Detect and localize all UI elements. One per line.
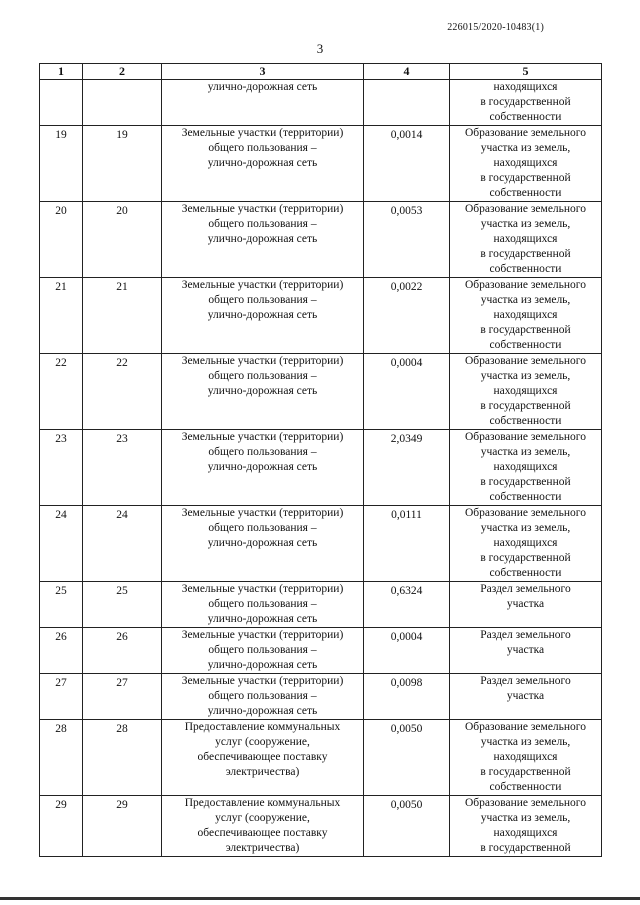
cell-text-line: участка из земель, [480,294,571,306]
cell-formation-method [450,126,602,202]
cell-formation-method [450,720,602,796]
cell-text-line: участка [506,690,545,702]
cell-permitted-use [162,674,364,720]
cell-text-line: Образование земельного [464,355,586,367]
cell-text-line: услуг (сооружение, [215,812,310,824]
cell-text-line: Раздел земельного [480,629,571,641]
cell-row-number: 24 [40,506,83,582]
cell-text-line: собственности [489,339,562,351]
cell-text-line: в государственной [480,96,571,108]
cell-text-line: собственности [489,187,562,199]
cell-text-line: в государственной [480,766,571,778]
cell-plot-number: 19 [83,126,162,202]
cell-text-line: Земельные участки (территории) [181,279,344,291]
cell-area: 0,0004 [364,628,450,674]
cell-text-line: собственности [489,491,562,503]
cell-text-line: Земельные участки (территории) [181,355,344,367]
cell-formation-method [450,354,602,430]
cell-text-line: в государственной [480,476,571,488]
cell-text-line: Образование земельного [464,203,586,215]
cell-permitted-use [162,202,364,278]
cell-text-line: собственности [489,567,562,579]
cell-text-line: собственности [489,111,562,123]
cell-row-number: 29 [40,796,83,857]
cell-plot-number [83,80,162,126]
cell-text-line: находящихся [493,461,558,473]
cell-text-line: обеспечивающее поставку [197,827,328,839]
cell-text-line: Образование земельного [464,797,586,809]
cell-area: 0,0014 [364,126,450,202]
cell-row-number: 19 [40,126,83,202]
column-header-5: 5 [450,64,602,80]
cell-plot-number: 22 [83,354,162,430]
cell-text-line: участка из земель, [480,218,571,230]
cell-text-line: участка из земель, [480,522,571,534]
document-number: 226015/2020-10483(1) [447,22,544,33]
cell-text-line: Земельные участки (территории) [181,629,344,641]
table-row [40,430,602,506]
cell-row-number: 25 [40,582,83,628]
cell-formation-method [450,278,602,354]
cell-text-line: улично-дорожная сеть [207,157,318,169]
cell-text-line: Предоставление коммунальных [184,797,341,809]
cell-text-line: участка из земель, [480,370,571,382]
cell-row-number: 28 [40,720,83,796]
cell-row-number: 23 [40,430,83,506]
cell-text-line: в государственной [480,324,571,336]
cell-text-line: в государственной [480,842,571,854]
cell-area: 0,0098 [364,674,450,720]
cell-row-number: 21 [40,278,83,354]
cell-text-line: находящихся [493,309,558,321]
cell-text-line: Земельные участки (территории) [181,675,344,687]
cell-text-line: Образование земельного [464,279,586,291]
cell-text-line: Земельные участки (территории) [181,507,344,519]
cell-row-number: 20 [40,202,83,278]
table-row [40,674,602,720]
cell-text-line: улично-дорожная сеть [207,461,318,473]
cell-area: 0,0053 [364,202,450,278]
cell-permitted-use [162,430,364,506]
cell-text-line: общего пользования – [208,522,317,534]
cell-text-line: улично-дорожная сеть [207,81,318,93]
table-row [40,720,602,796]
column-header-4: 4 [364,64,450,80]
cell-text-line: общего пользования – [208,446,317,458]
cell-text-line: общего пользования – [208,218,317,230]
cell-formation-method [450,796,602,857]
cell-text-line: участка [506,644,545,656]
cell-text-line: Образование земельного [464,127,586,139]
cell-text-line: участка из земель, [480,446,571,458]
cell-text-line: участка из земель, [480,812,571,824]
cell-text-line: в государственной [480,400,571,412]
cell-plot-number: 28 [83,720,162,796]
cell-formation-method [450,202,602,278]
column-header-2: 2 [83,64,162,80]
table-row [40,506,602,582]
cell-plot-number: 21 [83,278,162,354]
table-row [40,202,602,278]
cell-text-line: улично-дорожная сеть [207,309,318,321]
cell-text-line: в государственной [480,248,571,260]
cell-text-line: обеспечивающее поставку [197,751,328,763]
cell-text-line: находящихся [493,157,558,169]
cell-formation-method [450,430,602,506]
cell-text-line: Земельные участки (территории) [181,203,344,215]
cell-text-line: находящихся [493,827,558,839]
cell-text-line: общего пользования – [208,142,317,154]
cell-text-line: участка из земель, [480,736,571,748]
cell-permitted-use [162,720,364,796]
cell-text-line: Раздел земельного [480,583,571,595]
page-number: 3 [316,41,324,56]
land-plots-table [39,63,602,857]
table-row [40,80,602,126]
table-row [40,796,602,857]
cell-plot-number: 26 [83,628,162,674]
cell-text-line: Земельные участки (территории) [181,583,344,595]
cell-text-line: улично-дорожная сеть [207,537,318,549]
cell-text-line: Раздел земельного [480,675,571,687]
cell-area: 2,0349 [364,430,450,506]
cell-text-line: Образование земельного [464,431,586,443]
cell-text-line: находящихся [493,81,558,93]
cell-text-line: находящихся [493,537,558,549]
cell-text-line: в государственной [480,552,571,564]
cell-row-number [40,80,83,126]
table-header-row [40,64,602,80]
cell-area [364,80,450,126]
cell-text-line: общего пользования – [208,644,317,656]
cell-text-line: Земельные участки (территории) [181,431,344,443]
cell-plot-number: 27 [83,674,162,720]
cell-permitted-use [162,80,364,126]
cell-row-number: 26 [40,628,83,674]
cell-text-line: общего пользования – [208,598,317,610]
cell-formation-method [450,80,602,126]
table-row [40,582,602,628]
cell-area: 0,0050 [364,796,450,857]
cell-text-line: общего пользования – [208,690,317,702]
cell-text-line: общего пользования – [208,294,317,306]
cell-text-line: Образование земельного [464,721,586,733]
cell-plot-number: 24 [83,506,162,582]
cell-text-line: улично-дорожная сеть [207,233,318,245]
cell-formation-method [450,674,602,720]
cell-permitted-use [162,126,364,202]
cell-area: 0,0004 [364,354,450,430]
cell-text-line: улично-дорожная сеть [207,613,318,625]
cell-area: 0,0111 [364,506,450,582]
cell-text-line: участка [506,598,545,610]
cell-permitted-use [162,506,364,582]
cell-text-line: улично-дорожная сеть [207,659,318,671]
cell-formation-method [450,506,602,582]
scan-bottom-edge [0,897,640,900]
cell-text-line: собственности [489,263,562,275]
cell-text-line: находящихся [493,233,558,245]
cell-text-line: Образование земельного [464,507,586,519]
cell-area: 0,0050 [364,720,450,796]
cell-text-line: услуг (сооружение, [215,736,310,748]
cell-text-line: собственности [489,415,562,427]
column-header-1: 1 [40,64,83,80]
column-header-3: 3 [162,64,364,80]
cell-text-line: электричества) [225,842,300,854]
cell-row-number: 22 [40,354,83,430]
cell-text-line: улично-дорожная сеть [207,385,318,397]
cell-plot-number: 20 [83,202,162,278]
table-row [40,354,602,430]
cell-text-line: общего пользования – [208,370,317,382]
cell-area: 0,0022 [364,278,450,354]
cell-permitted-use [162,582,364,628]
cell-permitted-use [162,354,364,430]
cell-text-line: в государственной [480,172,571,184]
table-row [40,126,602,202]
cell-text-line: участка из земель, [480,142,571,154]
cell-text-line: находящихся [493,751,558,763]
cell-permitted-use [162,278,364,354]
cell-text-line: электричества) [225,766,300,778]
cell-plot-number: 29 [83,796,162,857]
cell-permitted-use [162,796,364,857]
cell-row-number: 27 [40,674,83,720]
cell-permitted-use [162,628,364,674]
cell-plot-number: 23 [83,430,162,506]
cell-area: 0,6324 [364,582,450,628]
cell-formation-method [450,628,602,674]
cell-text-line: находящихся [493,385,558,397]
table-row [40,628,602,674]
cell-formation-method [450,582,602,628]
cell-text-line: улично-дорожная сеть [207,705,318,717]
table-row [40,278,602,354]
cell-text-line: собственности [489,781,562,793]
table-body [40,80,602,857]
cell-text-line: Предоставление коммунальных [184,721,341,733]
cell-text-line: Земельные участки (территории) [181,127,344,139]
cell-plot-number: 25 [83,582,162,628]
